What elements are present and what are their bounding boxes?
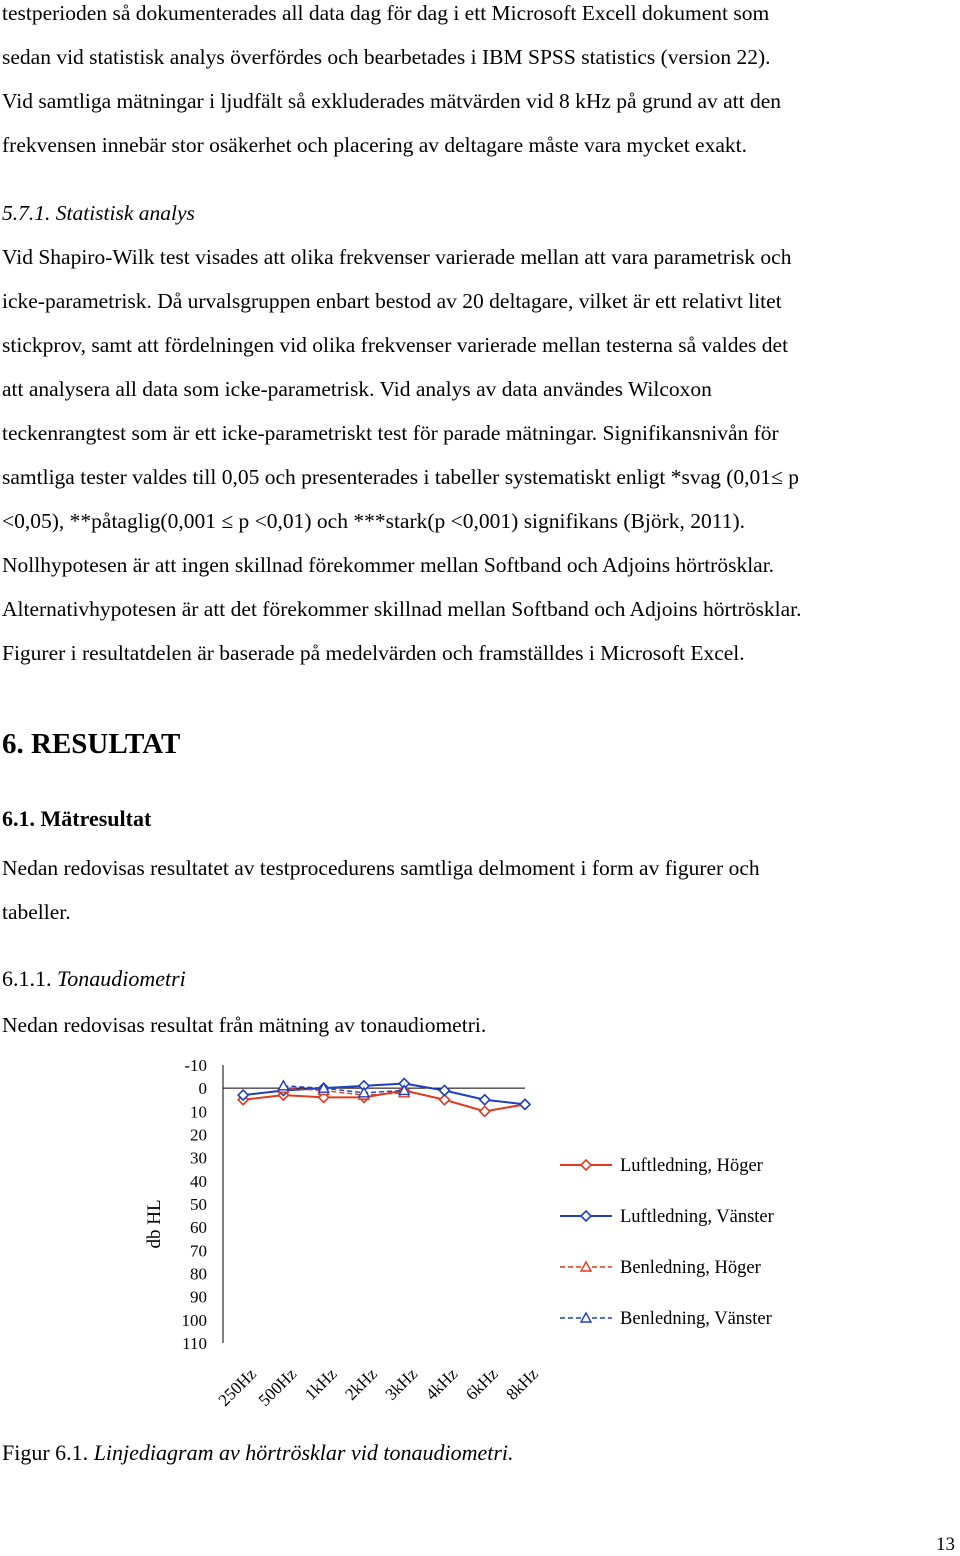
x-tick-label: 500Hz [254,1364,301,1410]
x-tick-label: 4kHz [421,1364,462,1404]
text-line: frekvensen innebär stor osäkerhet och placering av deltagare måste vara mycket exakt. [2,133,747,157]
y-tick-label: 10 [190,1102,207,1122]
section-heading-6-1-1 [2,966,186,992]
page-number: 13 [936,1534,955,1555]
text-line: testperioden så dokumenterades all data dag för dag i ett Microsoft Excell dokument som [2,1,770,25]
heading-number: 6.1.1. [2,966,52,991]
legend-marker [581,1211,591,1221]
chapter-heading: 6. RESULTAT [2,728,181,760]
y-tick-label: -10 [184,1056,207,1075]
text-line: teckenrangtest som är ett icke-parametriskt test för parade mätningar. Signifikansnivån för [2,421,779,445]
text-line: stickprov, samt att fördelningen vid olika frekvenser varierade mellan testerna så valdes det [2,333,789,357]
text-line: <0,05), **påtaglig(0,001 ≤ p <0,01) och ***stark(p <0,001) signifikans (Björk, 2011). [2,509,746,533]
text-line: icke-parametrisk. Då urvalsgruppen enbart bestod av 20 deltagare, vilket är ett relativt litet [2,289,782,313]
legend-label: Benledning, Vänster [620,1309,772,1329]
caption-text: Linjediagram av hörtrösklar vid tonaudiometri. [93,1440,514,1465]
x-tick-label: 1kHz [301,1364,341,1404]
text-line: att analysera all data som icke-parametrisk. Vid analys av data användes Wilcoxon [2,377,712,401]
y-tick-label: 50 [190,1195,207,1214]
y-tick-label: 40 [190,1171,207,1191]
y-tick-label: 70 [190,1241,207,1261]
text-line: Nedan redovisas resultat från mätning av tonaudiometri. [2,1013,487,1037]
section-heading-6-1: 6.1. Mätresultat [2,806,152,831]
y-tick-label: 30 [190,1148,207,1168]
legend-marker [581,1313,591,1322]
data-point [278,1081,288,1090]
y-tick-label: 20 [190,1125,207,1145]
x-tick-label: 3kHz [381,1364,422,1404]
text-line: sedan vid statistisk analys överfördes och bearbetades i IBM SPSS statistics (version 22). [2,45,771,69]
x-tick-label: 250Hz [214,1364,260,1410]
text-line: Nollhypotesen är att ingen skillnad förekommer mellan Softband och Adjoins hörtrösklar. [2,553,775,577]
x-tick-label: 8kHz [502,1364,542,1404]
y-axis-title: db HL [144,1199,165,1249]
text-line: Figurer i resultatdelen är baserade på medelvärden och framställdes i Microsoft Excel. [2,641,745,665]
audiogram-chart [120,1050,820,1430]
text-line: Alternativhypotesen är att det förekommer skillnad mellan Softband och Adjoins hörtrösklar. [2,597,802,621]
legend-marker [581,1160,591,1170]
legend-label: Luftledning, Höger [620,1156,763,1176]
x-tick-label: 6kHz [462,1364,502,1404]
data-point [520,1099,530,1109]
text-line: samtliga tester valdes till 0,05 och presenterades i tabeller systematiskt enligt *svag (0,01≤ p [2,465,799,489]
text-line: Vid Shapiro-Wilk test visades att olika frekvenser varierade mellan att vara parametrisk och [2,245,792,269]
legend-marker [581,1262,591,1271]
caption-prefix: Figur 6.1. [2,1440,89,1465]
data-point [480,1095,490,1105]
y-tick-label: 80 [190,1264,207,1284]
figure-caption [2,1440,514,1466]
y-tick-label: 0 [198,1079,207,1099]
data-point [480,1106,490,1116]
y-tick-label: 90 [190,1287,207,1307]
heading-title: Tonaudiometri [57,966,186,991]
section-heading-5-7-1: 5.7.1. Statistisk analys [2,201,195,225]
y-tick-label: 100 [181,1310,207,1330]
text-line: Vid samtliga mätningar i ljudfält så exkluderades mätvärden vid 8 kHz på grund av att den [2,89,782,113]
legend-label: Benledning, Höger [620,1258,761,1278]
legend-label: Luftledning, Vänster [620,1207,774,1227]
x-tick-label: 2kHz [341,1364,381,1404]
data-point [439,1085,449,1095]
y-tick-label: 110 [182,1334,207,1353]
y-tick-label: 60 [190,1218,207,1238]
text-line: tabeller. [2,900,71,924]
text-line: Nedan redovisas resultatet av testprocedurens samtliga delmoment i form av figurer och [2,856,760,880]
